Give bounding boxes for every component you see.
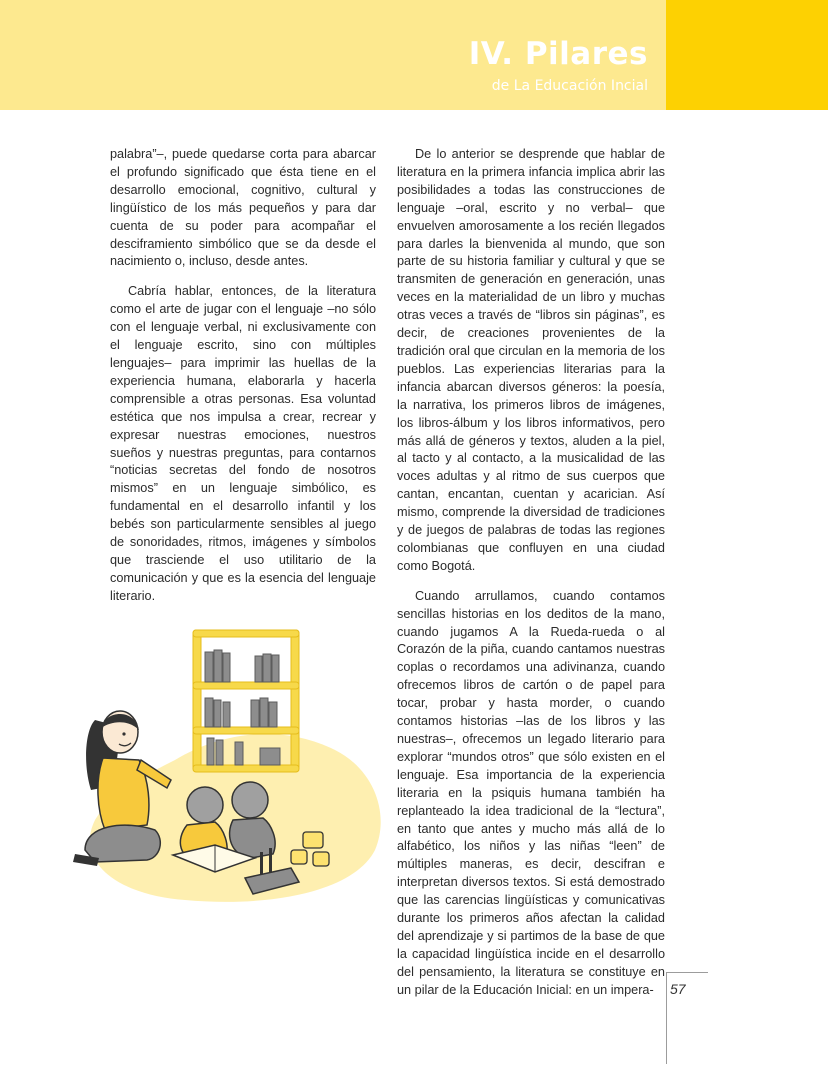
paragraph: De lo anterior se desprende que hablar de literatura en la primera infancia implica abrir las posibilidades a todas las construcciones de lenguaje –oral, escrito y no verbal– que envuelven amorosamente a los recién llegados para darles la bienvenida al mundo, que son parte de su historia familiar y cultural y que se transmiten de generación en generación, unas veces en la materialidad de un libro y muchas otras veces a través de “libros sin páginas”, es decir, de creaciones provenientes de la tradición oral que circulan en la memoria de los pueblos. Las experiencias literarias para la infancia abarcan diversos géneros: la poesía, la narrativa, los primeros libros de imágenes, los libros-álbum y los libros informativos, pero más allá de géneros y textos, aluden a la piel, al tacto y al contacto, a la musicalidad de las voces adultas y al ritmo de sus cuerpos que cantan, encantan, cuentan y acarician. Así mismo, comprende la diversidad de tradiciones y de juegos de palabras de todas las regiones colombianas que confluyen en una ciudad como Bogotá. [397,147,665,573]
paragraph: Cuando arrullamos, cuando contamos sencillas historias en los deditos de la mano, cuando jugamos A la Rueda-rueda o al Corazón de la piña, cuando cantamos nuestras coplas o recordamos una adivinanza, cuando ofrecemos libros de cartón o de papel para tocar, probar y hasta morder, o cuando contamos historias –las de los libros y las nuestras–, ofrecemos un legado literario para explorar “mundos otros” que sólo existen en el lenguaje. Esa importancia de la experiencia literaria en la psiquis humana también ha replanteado la idea tradicional de la “lectura”, en tanto que antes y mucho más allá de lo alfabético, los niños y las niñas “leen” de múltiples maneras, es decir, descifran e interpretan diversos textos. Si está demostrado que las carencias lingüísticas y comunicativas durante los primeros años afectan la calidad del aprendizaje y si partimos de la base de que la capacidad lingüística incide en el desarrollo del pensamiento, la literatura se constituye en un pilar de la Educación Inicial: en un impera- [397,588,665,997]
footer-rule-horizontal [666,972,708,973]
chapter-header [0,0,828,110]
left-column [110,146,376,618]
footer-rule-vertical [666,972,667,1064]
chapter-title: IV. Pilares [468,36,648,72]
reading-with-babies-illustration [55,620,395,920]
header-accent-block [666,0,828,110]
books [205,650,280,765]
paragraph: palabra”–, puede quedarse corta para abarcar el profundo significado que ésta tiene en el desarrollo emocional, cognitivo, cultural y lingüístico de los más pequeños y para dar cuenta de su poder para acompañar el desciframiento simbólico que se da desde el nacimiento o, incluso, desde antes. [110,147,376,269]
right-column [397,146,665,1012]
page-number: 57 [670,981,686,997]
chapter-subtitle: de La Educación Incial [491,78,648,94]
paragraph: Cabría hablar, entonces, de la literatura como el arte de jugar con el lenguaje –no sólo con el lenguaje verbal, ni exclusivamente con el lenguaje escrito, sino con múltiples lenguajes– para imprimir las huellas de la experiencia humana, elaborarla y hacerla comprensible a otras personas. Esa voluntad estética que nos impulsa a crear, recrear y expresar nuestras emociones, nuestros sueños y nuestras preguntas, para contarnos “noticias secretas del fondo de nosotros mismos” en un lenguaje simbólico, es fundamental en el desarrollo infantil y los bebés son particularmente sensibles al juego de sonoridades, ritmos, imágenes y símbolos que trasciende el uso utilitario de la comunicación y que es la esencia del lenguaje literario. [110,284,376,603]
